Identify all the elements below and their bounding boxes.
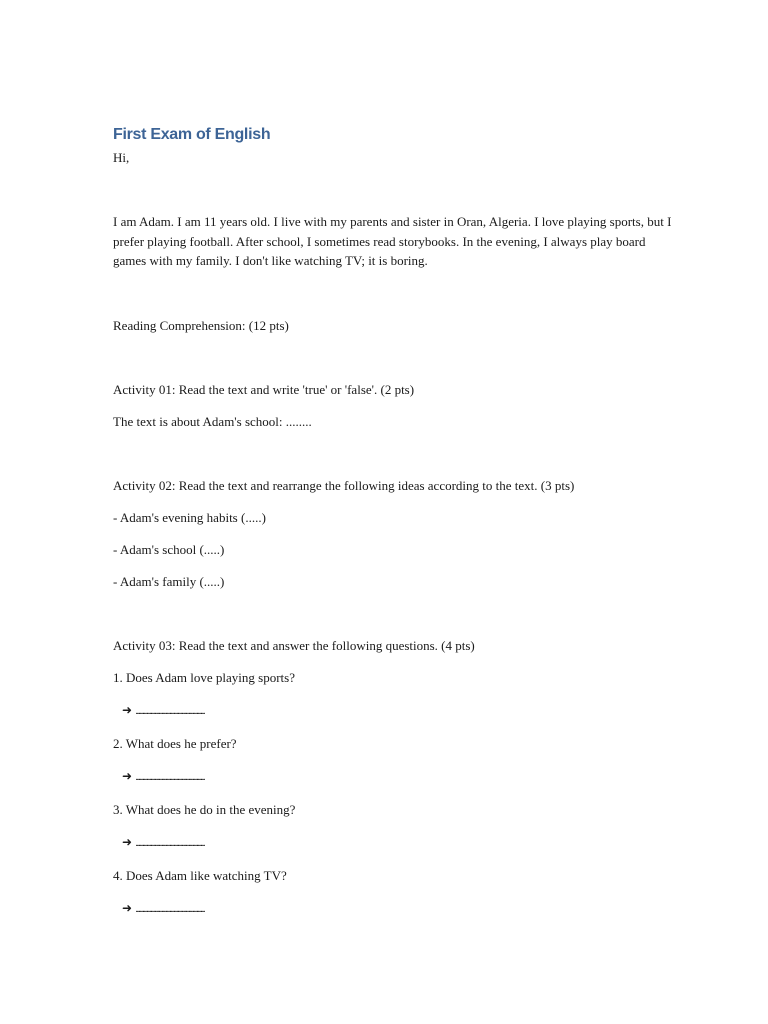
answer-dots: ................................................... — [135, 902, 205, 915]
question-2: 2. What does he prefer? — [113, 735, 237, 751]
activity-02-item-family: - Adam's family (.....) — [113, 573, 225, 589]
answer-dots: ................................................... — [135, 770, 205, 783]
answer-line-3 — [113, 832, 673, 853]
activity-03-instruction: Activity 03: Read the text and answer the following questions. (4 pts) — [113, 637, 475, 653]
answer-dots: ................................................... — [135, 836, 205, 849]
answer-dots: ................................................... — [135, 704, 205, 717]
story-paragraph: I am Adam. I am 11 years old. I live with my parents and sister in Oran, Algeria. I love playing sports, but I prefer playing football. After school, I sometimes read storybooks. In the evening, I always play board games with my family. I don't like watching TV; it is boring. — [113, 214, 672, 268]
exam-title: First Exam of English — [113, 126, 271, 143]
arrow-icon: ➜ — [122, 768, 133, 783]
question-4: 4. Does Adam like watching TV? — [113, 867, 287, 883]
activity-02-instruction: Activity 02: Read the text and rearrange the following ideas according to the text. (3 pts) — [113, 477, 575, 493]
question-3: 3. What does he do in the evening? — [113, 801, 296, 817]
arrow-icon: ➜ — [122, 834, 133, 849]
answer-line-2 — [113, 766, 673, 787]
answer-line-1 — [113, 700, 673, 721]
greeting: Hi, — [113, 150, 130, 165]
arrow-icon: ➜ — [122, 702, 133, 717]
activity-02-item-evening: - Adam's evening habits (.....) — [113, 509, 266, 525]
activity-02-item-school: - Adam's school (.....) — [113, 541, 225, 557]
activity-01-item: The text is about Adam's school: ........ — [113, 413, 312, 429]
activity-01-instruction: Activity 01: Read the text and write 'true' or 'false'. (2 pts) — [113, 381, 415, 397]
answer-line-4 — [113, 898, 673, 919]
question-1: 1. Does Adam love playing sports? — [113, 669, 295, 685]
reading-comprehension-heading: Reading Comprehension: (12 pts) — [113, 317, 289, 333]
document-body — [113, 124, 673, 919]
arrow-icon: ➜ — [122, 900, 133, 915]
